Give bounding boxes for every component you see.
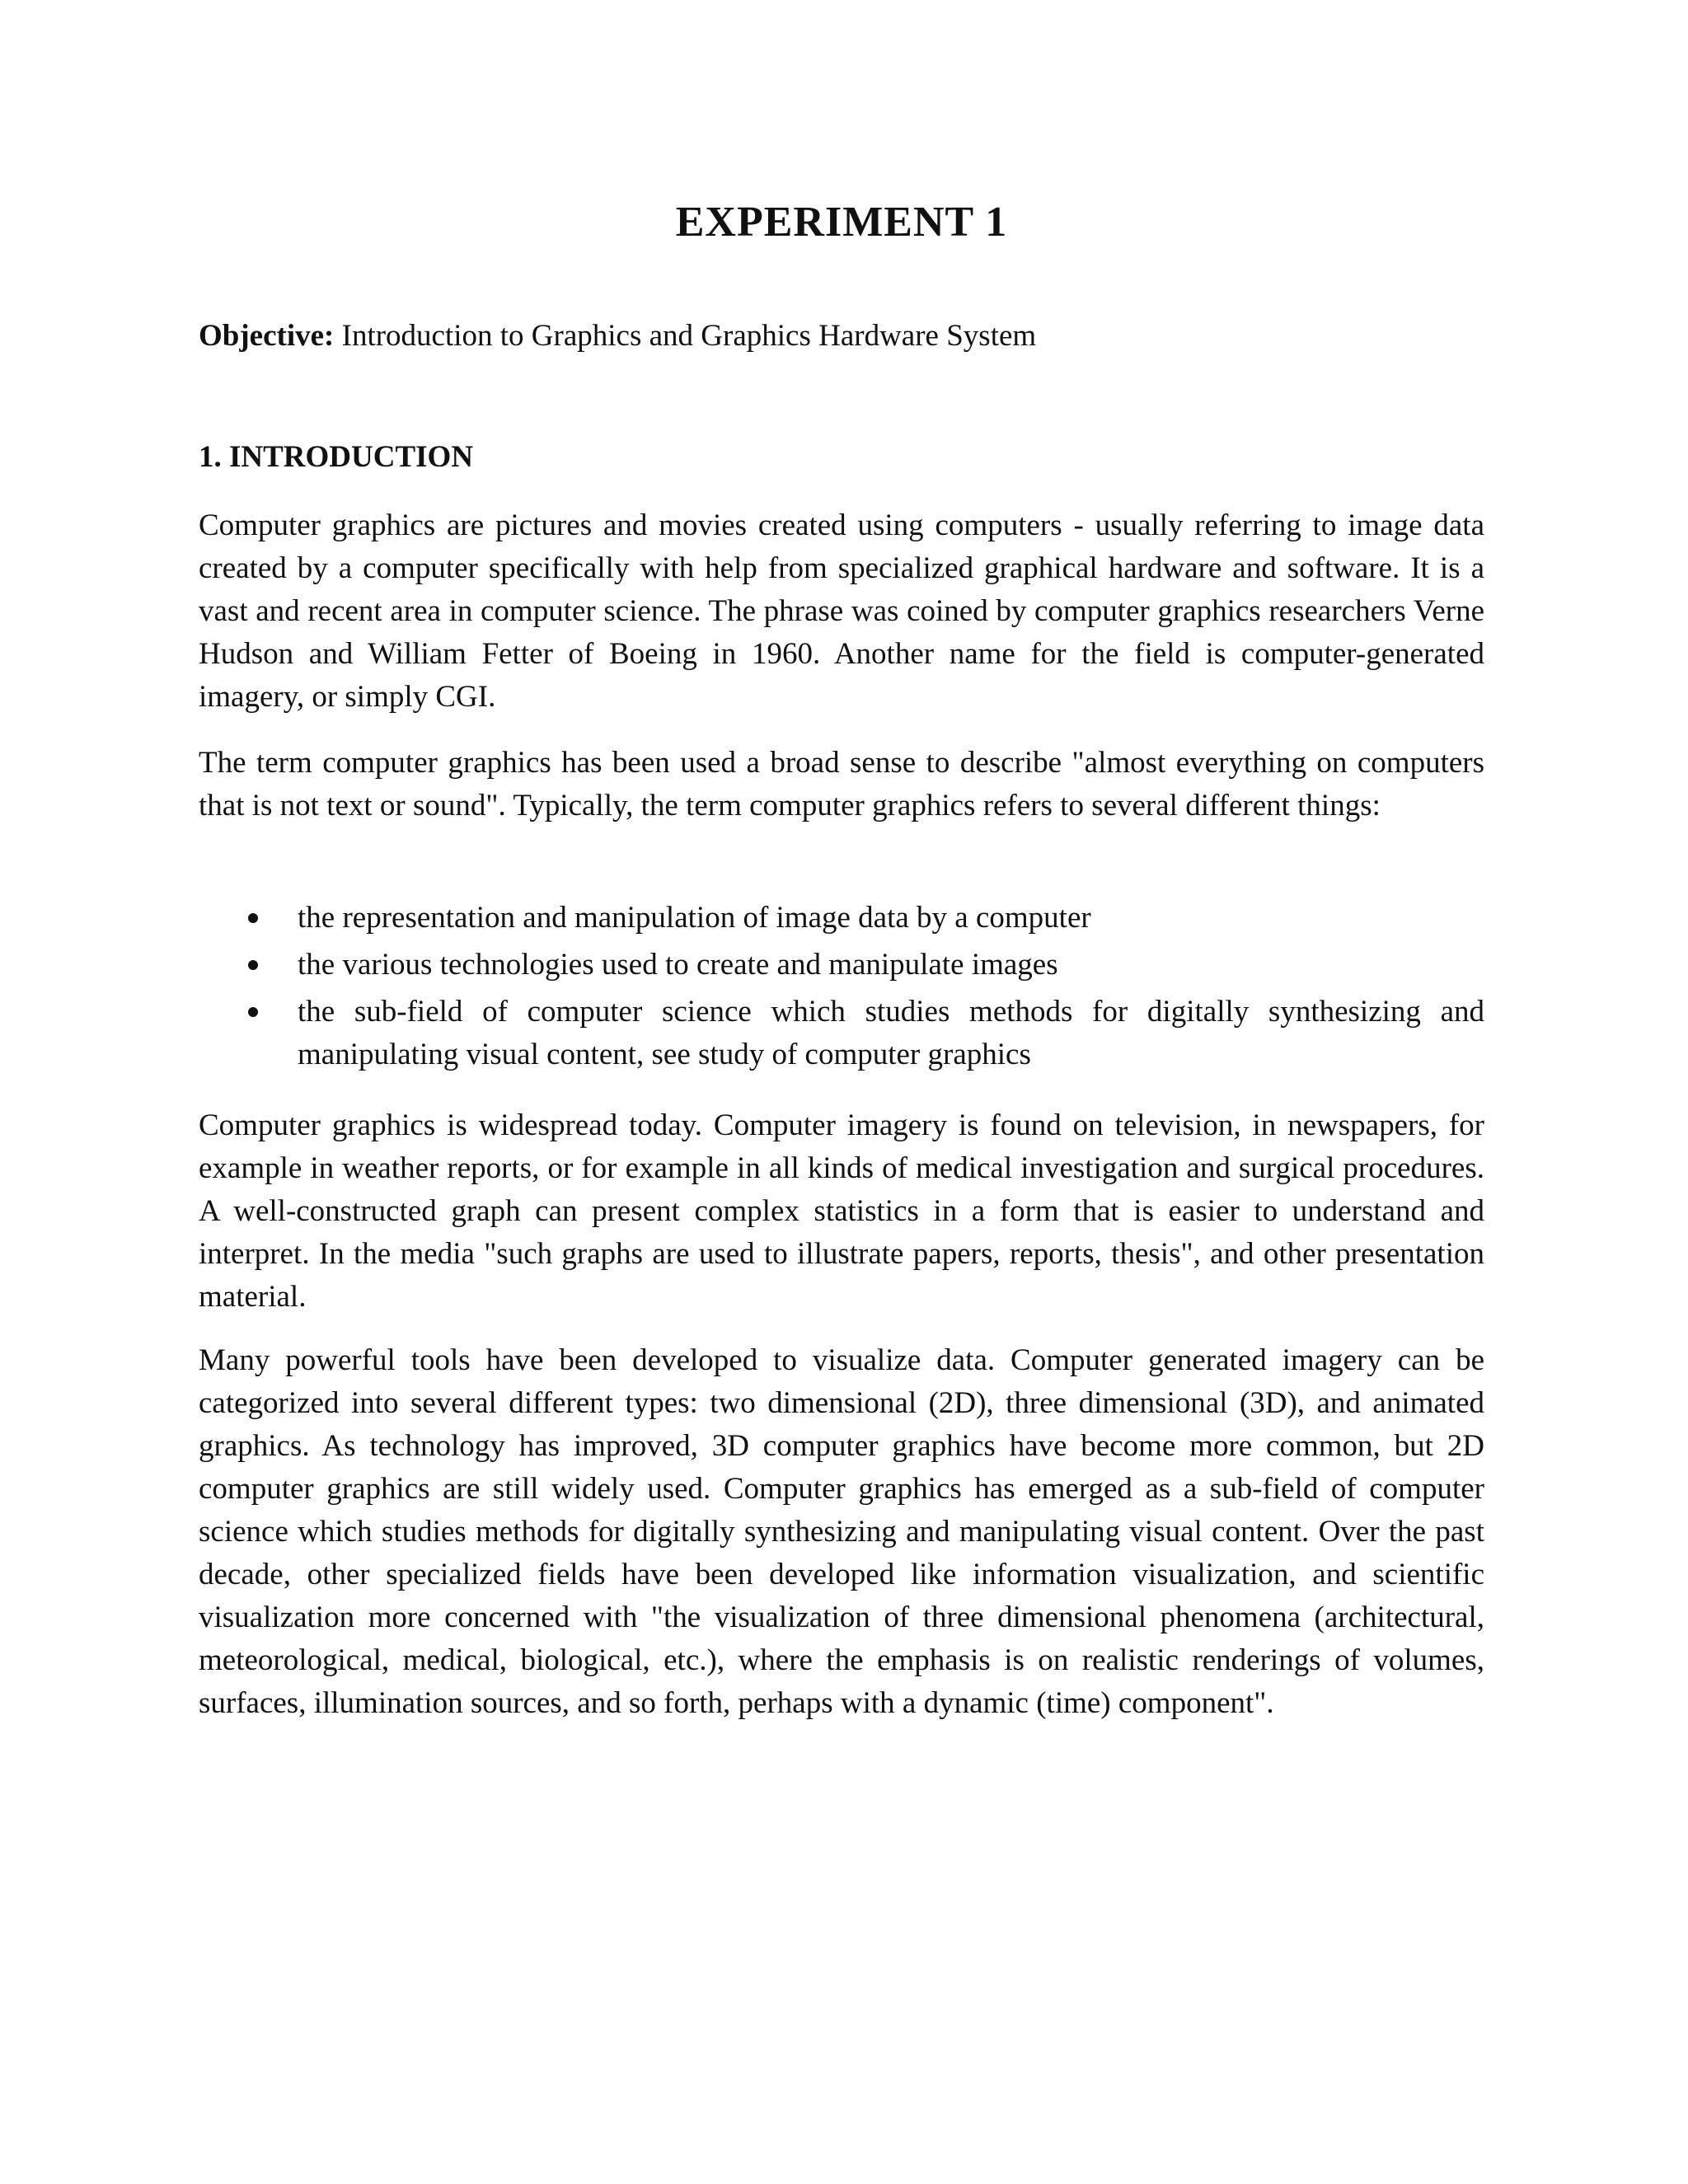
list-item <box>199 897 1484 940</box>
bullet-icon <box>248 1007 258 1017</box>
list-item-text: the sub-field of computer science which studies methods for digitally synthesizing and manipulating visual content, see study of computer graphics <box>298 995 1484 1071</box>
list-item-text: the representation and manipulation of image data by a computer <box>298 901 1091 935</box>
bullet-icon <box>248 960 258 970</box>
list-item <box>199 991 1484 1076</box>
objective-line <box>199 315 1484 358</box>
paragraph-widespread: Computer graphics is widespread today. Computer imagery is found on television, in newspapers, for example in weather reports, or for example in all kinds of medical investigation and surgical procedures. A well-constructed graph can present complex statistics in a form that is easier to understand and interpret. In the media "such graphs are used to illustrate papers, reports, thesis", and other presentation material. <box>199 1108 1484 1314</box>
objective-text: Introduction to Graphics and Graphics Hardware System <box>334 319 1037 353</box>
list-item <box>199 944 1484 987</box>
bullet-icon <box>248 913 258 923</box>
page-title: EXPERIMENT 1 <box>675 199 1008 246</box>
section-heading: 1. INTRODUCTION <box>199 440 474 474</box>
paragraph-tools: Many powerful tools have been developed to visualize data. Computer generated imagery can be categorized into several different types: two dimensional (2D), three dimensional (3D), and animated graphics. As technology has improved, 3D computer graphics have become more common, but 2D computer graphics are still widely used. Computer graphics has emerged as a sub-field of computer science which studies methods for digitally synthesizing and manipulating visual content. Over the past decade, other specialized fields have been developed like information visualization, and scientific visualization more concerned with "the visualization of three dimensional phenomena (architectural, meteorological, medical, biological, etc.), where the emphasis is on realistic renderings of volumes, surfaces, illumination sources, and so forth, perhaps with a dynamic (time) component". <box>199 1343 1484 1720</box>
objective-label: Objective: <box>199 319 335 353</box>
bullet-list <box>199 897 1484 1080</box>
list-item-text: the various technologies used to create and manipulate images <box>298 948 1058 982</box>
paragraph-intro: Computer graphics are pictures and movies created using computers - usually referring to image data created by a computer specifically with help from specialized graphical hardware and software. It is a vast and recent area in computer science. The phrase was coined by computer graphics researchers Verne Hudson and William Fetter of Boeing in 1960. Another name for the field is computer-generated imagery, or simply CGI. <box>199 509 1484 714</box>
paragraph-term: The term computer graphics has been used a broad sense to describe "almost everything on computers that is not text or sound". Typically, the term computer graphics refers to several different things: <box>199 746 1484 823</box>
